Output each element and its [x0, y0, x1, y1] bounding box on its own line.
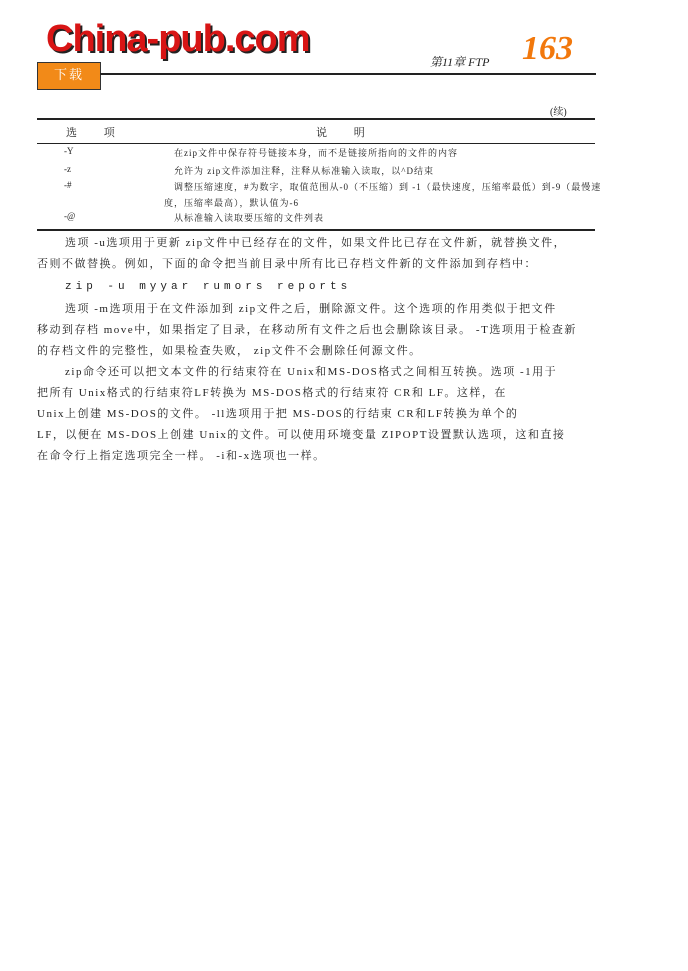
option-name: -z — [64, 164, 71, 174]
option-description: 从标准输入读取要压缩的文件列表 — [174, 213, 325, 223]
header-rule — [100, 73, 596, 75]
table-bottom-rule — [37, 229, 595, 231]
paragraph-line: LF，以便在 MS-DOS上创建 Unix的文件。可以使用环境变量 ZIPOPT设置默认选项，这和直接 — [37, 429, 566, 441]
option-name: -# — [64, 180, 72, 190]
paragraph-line: 把所有 Unix格式的行结束符LF转换为 MS-DOS格式的行结束符 CR和 LF。这样，在 — [37, 387, 507, 399]
table-top-rule — [37, 118, 595, 120]
paragraph-line: 移动到存档 move中，如果指定了目录，在移动所有文件之后也会删除该目录。 -T选项用于检查新 — [37, 324, 577, 336]
china-pub-logo: China-pub.com — [46, 18, 310, 60]
paragraph-line: 的存档文件的完整性，如果检查失败， zip文件不会删除任何源文件。 — [37, 345, 422, 357]
option-description: 允许为 zip文件添加注释，注释从标准输入读取，以^D结束 — [174, 166, 434, 176]
paragraph-line: Unix上创建 MS-DOS的文件。 -ll选项用于把 MS-DOS的行结束 CR和LF转换为单个的 — [37, 408, 519, 420]
paragraph-line: 在命令行上指定选项完全一样。 -i和-x选项也一样。 — [37, 450, 326, 462]
option-name: -Y — [64, 146, 74, 156]
download-tag: 下载 — [37, 62, 101, 90]
paragraph-line: 否则不做替换。例如，下面的命令把当前目录中所有比已存档文件新的文件添加到存档中： — [37, 258, 537, 270]
code-example: zip -u myyar rumors reports — [65, 281, 352, 293]
column-header-description: 说 明 — [316, 127, 377, 139]
option-description: 调整压缩速度，#为数字，取值范围从-0（不压缩）到 -1（最快速度，压缩率最低）到-9（最慢速 — [174, 182, 602, 192]
option-description: 在zip文件中保存符号链接本身，而不是链接所指向的文件的内容 — [174, 148, 458, 158]
page-number: 163 — [522, 30, 573, 67]
chapter-title: 第11章 FTP — [430, 55, 490, 69]
paragraph-line: 选项 -u选项用于更新 zip文件中已经存在的文件，如果文件比已存在文件新，就替换文件， — [65, 237, 567, 249]
table-header-rule — [37, 143, 595, 144]
option-description: 度，压缩率最高），默认值为-6 — [164, 198, 299, 208]
option-name: -@ — [64, 211, 76, 221]
column-header-option: 选 项 — [66, 127, 127, 139]
paragraph-line: 选项 -m选项用于在文件添加到 zip文件之后，删除源文件。这个选项的作用类似于把文件 — [65, 303, 557, 315]
paragraph-line: zip命令还可以把文本文件的行结束符在 Unix和MS-DOS格式之间相互转换。选项 -1用于 — [65, 366, 558, 378]
table-continued-label: (续) — [550, 107, 567, 118]
